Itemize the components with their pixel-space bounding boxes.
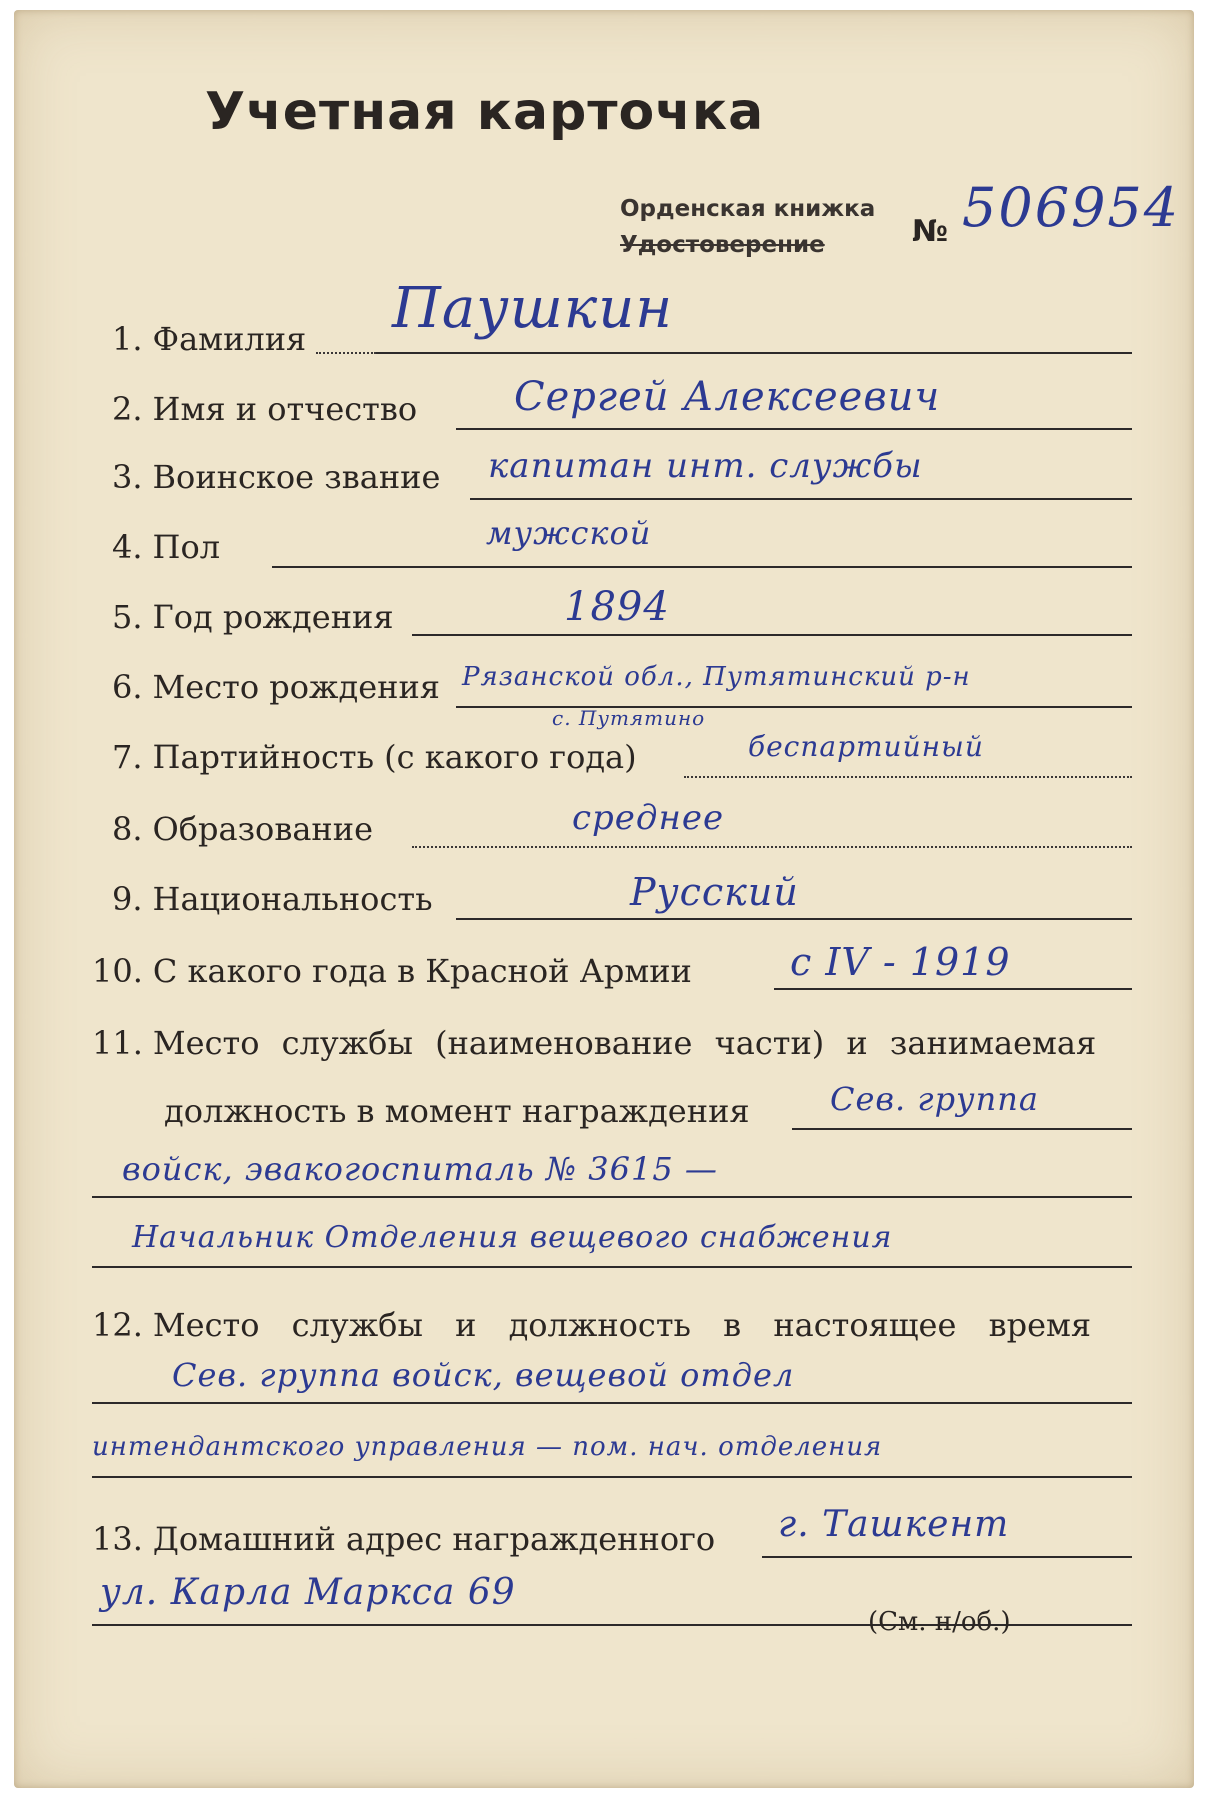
field-birthplace-label: 6. Место рождения — [112, 668, 440, 706]
field-rank-value: капитан инт. службы — [488, 446, 923, 486]
field-sex-label: 4. Пол — [112, 528, 221, 566]
field-service-at-award-value-1: Сев. группа — [830, 1080, 1039, 1118]
field-home-address-value-2: ул. Карла Маркса 69 — [100, 1572, 516, 1613]
field-sex-line — [272, 566, 1132, 568]
field-birth-year-line — [412, 634, 1132, 636]
field-current-service-line-1 — [92, 1402, 1132, 1404]
field-service-at-award-line-2 — [92, 1196, 1132, 1198]
field-name-line — [456, 428, 1132, 430]
field-nationality-label: 9. Национальность — [112, 880, 433, 918]
field-service-at-award-label-2: должность в момент награждения — [164, 1092, 750, 1130]
field-name-label: 2. Имя и отчество — [112, 390, 418, 428]
field-sex-value: мужской — [486, 514, 652, 552]
field-service-at-award-line-3 — [92, 1266, 1132, 1268]
field-education-label: 8. Образование — [112, 810, 373, 848]
field-home-address-label: 13. Домашний адрес награжденного — [92, 1520, 716, 1558]
field-rank-line — [470, 498, 1132, 500]
field-current-service-label: 12. Место службы и должность в настоящее время — [92, 1306, 1092, 1344]
field-nationality-value: Русский — [630, 870, 799, 914]
field-birth-year-value: 1894 — [564, 584, 670, 630]
field-home-address-value-1: г. Ташкент — [778, 1504, 1010, 1545]
field-service-at-award-line-1 — [792, 1128, 1132, 1130]
number-sign: № — [912, 214, 949, 249]
order-book-label: Орденская книжка — [620, 196, 876, 222]
field-army-since-value: с IV - 1919 — [790, 940, 1011, 984]
field-current-service-value-1: Сев. группа войск, вещевой отдел — [172, 1356, 795, 1394]
order-book-number: 506954 — [962, 176, 1181, 239]
see-reverse-note: (См. н/об.) — [868, 1607, 1011, 1637]
field-home-address-line-1 — [762, 1556, 1132, 1558]
field-party-label: 7. Партийность (с какого года) — [112, 738, 637, 776]
field-education-line — [412, 846, 1132, 848]
field-surname-value: Паушкин — [392, 276, 674, 341]
field-party-line — [684, 776, 1132, 778]
field-current-service-line-2 — [92, 1476, 1132, 1478]
field-name-value: Сергей Алексеевич — [514, 374, 941, 420]
card-title: Учетная карточка — [205, 82, 765, 142]
field-birth-year-label: 5. Год рождения — [112, 598, 394, 636]
field-party-value: беспартийный — [748, 730, 984, 763]
field-surname-line — [376, 352, 1132, 354]
field-current-service-value-2: интендантского управления — пом. нач. отделения — [92, 1432, 883, 1462]
field-service-at-award-value-2: войск, эвакогоспиталь № 3615 — — [122, 1150, 718, 1188]
field-service-at-award-label: 11. Место службы (наименование части) и занимаемая — [92, 1024, 1097, 1062]
field-birthplace-value-2: с. Путятино — [552, 706, 706, 730]
field-rank-label: 3. Воинское звание — [112, 458, 441, 496]
field-education-value: среднее — [572, 798, 725, 838]
field-nationality-line — [456, 918, 1132, 920]
field-surname-label: 1. Фамилия — [112, 320, 307, 358]
field-birthplace-value: Рязанской обл., Путятинский р-н — [462, 662, 971, 692]
leader-dots — [316, 352, 376, 354]
field-army-since-label: 10. С какого года в Красной Армии — [92, 952, 692, 990]
certificate-label-struck: Удостоверение — [620, 232, 825, 258]
field-service-at-award-value-3: Начальник Отделения вещевого снабжения — [132, 1220, 893, 1255]
field-army-since-line — [774, 988, 1132, 990]
